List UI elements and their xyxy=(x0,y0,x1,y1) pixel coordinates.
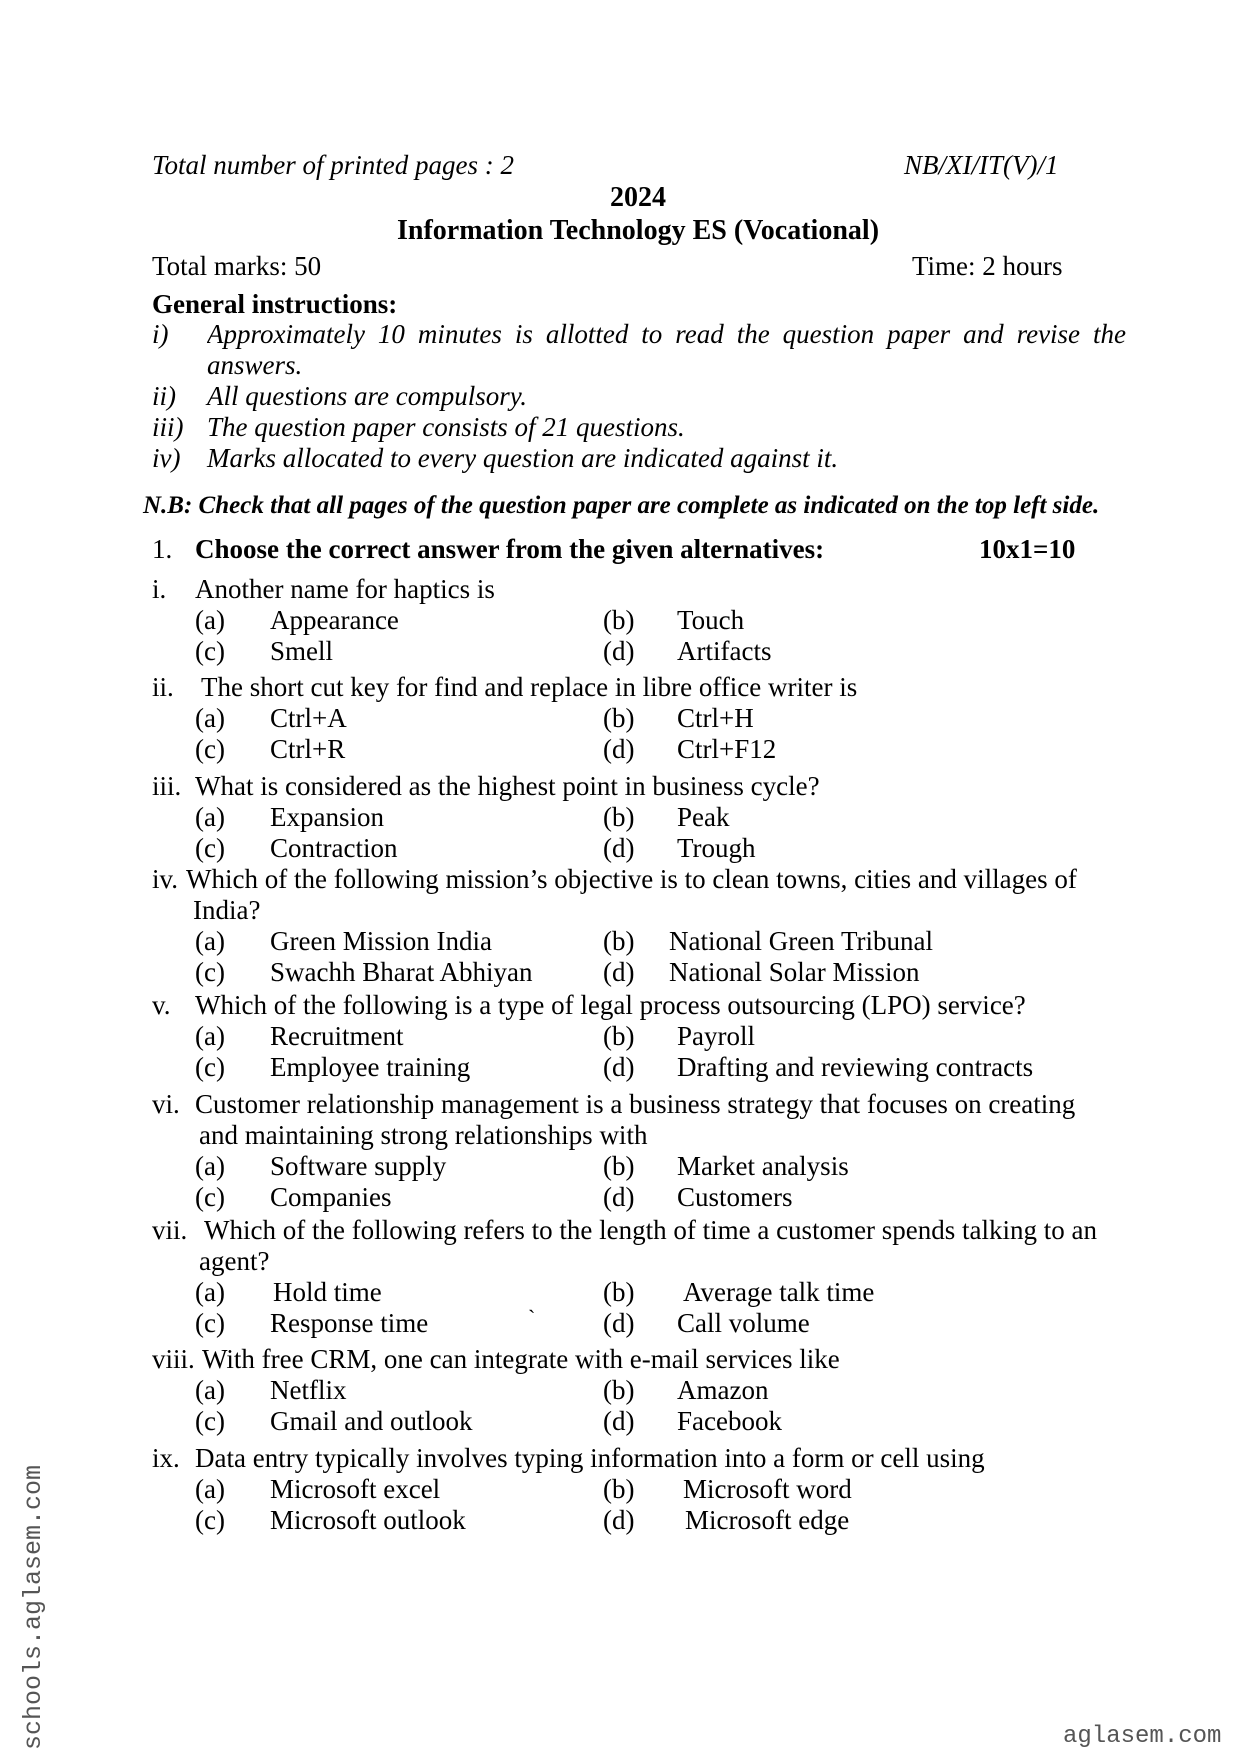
option-a-label: (a) xyxy=(195,1021,225,1051)
option-d-label: (d) xyxy=(603,1505,635,1535)
option-row xyxy=(0,1406,1239,1437)
question-number: v. xyxy=(152,990,171,1020)
option-d-text: Artifacts xyxy=(677,636,772,666)
option-c-label: (c) xyxy=(195,1308,225,1338)
option-row xyxy=(0,734,1239,765)
instruction-text: Approximately 10 minutes is allotted to read the question paper and revise the xyxy=(207,319,1126,349)
option-row xyxy=(0,703,1239,734)
paper-title: Information Technology ES (Vocational) xyxy=(396,215,880,246)
option-c-label: (c) xyxy=(195,636,225,666)
instruction-number: ii) xyxy=(152,381,176,411)
option-d-text: Drafting and reviewing contracts xyxy=(677,1052,1034,1082)
option-a-label: (a) xyxy=(195,1277,225,1307)
option-d-text: National Solar Mission xyxy=(669,957,920,987)
option-a-text: Hold time xyxy=(273,1277,382,1307)
option-d-text: Customers xyxy=(677,1182,793,1212)
option-b-label: (b) xyxy=(603,703,635,733)
option-d-label: (d) xyxy=(603,1406,635,1436)
option-c-label: (c) xyxy=(195,1052,225,1082)
question-text: Data entry typically involves typing information into a form or cell using xyxy=(195,1443,985,1473)
option-a-text: Netflix xyxy=(270,1375,347,1405)
option-a-text: Microsoft excel xyxy=(270,1474,441,1504)
option-c-text: Swachh Bharat Abhiyan xyxy=(270,957,533,987)
question-v xyxy=(0,990,1239,1083)
question-stem xyxy=(0,1215,1239,1246)
side-watermark: schools.aglasem.com xyxy=(19,1465,48,1751)
option-b-text: Microsoft word xyxy=(683,1474,852,1504)
option-row xyxy=(0,636,1239,667)
question-stem-continued xyxy=(0,1246,1239,1277)
instruction-number: iv) xyxy=(152,443,181,473)
question-stem-continued xyxy=(0,895,1239,926)
question-number: iii. xyxy=(152,771,182,801)
section-title: Choose the correct answer from the given alternatives: xyxy=(195,534,825,564)
option-a-text: Recruitment xyxy=(270,1021,404,1051)
option-a-text: Expansion xyxy=(270,802,384,832)
question-ix xyxy=(0,1443,1239,1536)
option-row xyxy=(0,833,1239,864)
option-row xyxy=(0,926,1239,957)
question-number: vi. xyxy=(152,1089,180,1119)
instruction-text: All questions are compulsory. xyxy=(207,381,527,411)
option-d-text: Facebook xyxy=(677,1406,782,1436)
instructions-heading: General instructions: xyxy=(152,289,398,319)
question-number: ii. xyxy=(152,672,174,702)
question-stem xyxy=(0,672,1239,703)
instruction-item xyxy=(0,381,1239,412)
question-i xyxy=(0,574,1239,667)
option-a-label: (a) xyxy=(195,1474,225,1504)
option-b-text: National Green Tribunal xyxy=(669,926,933,956)
option-b-text: Ctrl+H xyxy=(677,703,754,733)
total-marks: Total marks: 50 xyxy=(152,251,322,281)
option-d-text: Call volume xyxy=(677,1308,810,1338)
question-number: viii. xyxy=(152,1344,195,1374)
option-c-label: (c) xyxy=(195,1182,225,1212)
option-row xyxy=(0,1474,1239,1505)
instruction-item-continued xyxy=(0,350,1239,381)
question-stem xyxy=(0,864,1239,895)
option-a-label: (a) xyxy=(195,703,225,733)
question-stem xyxy=(0,771,1239,802)
option-b-label: (b) xyxy=(603,802,635,832)
nb-note: N.B: Check that all pages of the question paper are complete as indicated on the top left side. xyxy=(143,492,1100,519)
instruction-item xyxy=(0,443,1239,474)
instruction-text: answers. xyxy=(207,350,303,380)
question-stem xyxy=(0,1443,1239,1474)
printed-pages-count: Total number of printed pages : 2 xyxy=(152,150,515,180)
option-c-text: Employee training xyxy=(270,1052,471,1082)
option-a-text: Green Mission India xyxy=(270,926,492,956)
option-a-label: (a) xyxy=(195,1151,225,1181)
option-c-text: Ctrl+R xyxy=(270,734,346,764)
option-row xyxy=(0,1151,1239,1182)
option-b-label: (b) xyxy=(603,1021,635,1051)
option-c-text: Companies xyxy=(270,1182,392,1212)
option-c-label: (c) xyxy=(195,734,225,764)
option-row xyxy=(0,1277,1239,1308)
option-a-text: Appearance xyxy=(270,605,399,635)
option-a-text: Ctrl+A xyxy=(270,703,347,733)
option-a-label: (a) xyxy=(195,1375,225,1405)
question-viii xyxy=(0,1344,1239,1437)
question-stem xyxy=(0,574,1239,605)
question-text: Which of the following refers to the length of time a customer spends talking to an xyxy=(204,1215,1098,1245)
paper-code: NB/XI/IT(V)/1 xyxy=(904,150,1059,180)
stray-mark: ` xyxy=(528,1305,536,1330)
option-c-label: (c) xyxy=(195,1406,225,1436)
question-text: Which of the following is a type of legal process outsourcing (LPO) service? xyxy=(195,990,1026,1020)
option-b-text: Amazon xyxy=(677,1375,769,1405)
option-d-text: Ctrl+F12 xyxy=(677,734,777,764)
option-d-label: (d) xyxy=(603,833,635,863)
question-stem-continued xyxy=(0,1120,1239,1151)
option-b-text: Market analysis xyxy=(677,1151,849,1181)
instruction-number: i) xyxy=(152,319,169,349)
question-text: The short cut key for find and replace in libre office writer is xyxy=(201,672,858,702)
option-a-label: (a) xyxy=(195,802,225,832)
option-a-text: Software supply xyxy=(270,1151,447,1181)
question-text: Another name for haptics is xyxy=(195,574,495,604)
instruction-item xyxy=(0,319,1239,350)
option-b-text: Touch xyxy=(677,605,745,635)
option-a-label: (a) xyxy=(195,926,225,956)
option-row xyxy=(0,1052,1239,1083)
section-marks: 10x1=10 xyxy=(979,534,1076,564)
option-c-text: Gmail and outlook xyxy=(270,1406,473,1436)
option-row xyxy=(0,1182,1239,1213)
option-c-label: (c) xyxy=(195,957,225,987)
option-a-label: (a) xyxy=(195,605,225,635)
option-c-label: (c) xyxy=(195,833,225,863)
instruction-text: Marks allocated to every question are indicated against it. xyxy=(207,443,839,473)
option-row xyxy=(0,957,1239,988)
option-d-text: Microsoft edge xyxy=(685,1505,850,1535)
question-text: What is considered as the highest point in business cycle? xyxy=(195,771,820,801)
option-d-label: (d) xyxy=(603,1182,635,1212)
option-b-text: Peak xyxy=(677,802,730,832)
question-number: iv. xyxy=(152,864,178,894)
option-b-label: (b) xyxy=(603,605,635,635)
question-text: India? xyxy=(193,895,261,925)
question-text: Which of the following mission’s objective is to clean towns, cities and villages of xyxy=(186,864,1077,894)
option-c-text: Microsoft outlook xyxy=(270,1505,466,1535)
question-text: Customer relationship management is a business strategy that focuses on creating xyxy=(195,1089,1076,1119)
instructions-list xyxy=(0,319,1239,474)
option-d-text: Trough xyxy=(677,833,756,863)
question-iii xyxy=(0,771,1239,864)
instruction-text: The question paper consists of 21 questions. xyxy=(207,412,685,442)
option-d-label: (d) xyxy=(603,734,635,764)
option-row xyxy=(0,1505,1239,1536)
question-vii xyxy=(0,1215,1239,1339)
section-heading-row xyxy=(0,534,1239,565)
question-stem xyxy=(0,1344,1239,1375)
question-text: With free CRM, one can integrate with e-mail services like xyxy=(202,1344,840,1374)
question-vi xyxy=(0,1089,1239,1213)
question-number: i. xyxy=(152,574,167,604)
option-b-label: (b) xyxy=(603,1474,635,1504)
option-d-label: (d) xyxy=(603,957,635,987)
option-row xyxy=(0,605,1239,636)
section-heading xyxy=(0,534,1239,565)
question-text: agent? xyxy=(199,1246,270,1276)
exam-year: 2024 xyxy=(610,182,666,213)
option-b-label: (b) xyxy=(603,926,635,956)
question-iv xyxy=(0,864,1239,988)
option-d-label: (d) xyxy=(603,1308,635,1338)
section-number: 1. xyxy=(152,534,173,564)
question-number: ix. xyxy=(152,1443,180,1473)
option-b-text: Average talk time xyxy=(683,1277,875,1307)
option-c-text: Response time xyxy=(270,1308,429,1338)
time-allowed: Time: 2 hours xyxy=(912,251,1063,281)
instruction-number: iii) xyxy=(152,412,184,442)
option-c-text: Smell xyxy=(270,636,334,666)
option-row xyxy=(0,1021,1239,1052)
option-b-label: (b) xyxy=(603,1375,635,1405)
instruction-item xyxy=(0,412,1239,443)
option-c-label: (c) xyxy=(195,1505,225,1535)
question-ii xyxy=(0,672,1239,765)
question-stem xyxy=(0,1089,1239,1120)
option-c-text: Contraction xyxy=(270,833,398,863)
option-row xyxy=(0,802,1239,833)
corner-watermark: aglasem.com xyxy=(1063,1723,1222,1750)
question-number: vii. xyxy=(152,1215,188,1245)
option-b-text: Payroll xyxy=(677,1021,755,1051)
question-stem xyxy=(0,990,1239,1021)
option-row xyxy=(0,1305,1239,1339)
question-text: and maintaining strong relationships with xyxy=(199,1120,648,1150)
option-b-label: (b) xyxy=(603,1151,635,1181)
option-d-label: (d) xyxy=(603,636,635,666)
option-d-label: (d) xyxy=(603,1052,635,1082)
option-row xyxy=(0,1375,1239,1406)
option-b-label: (b) xyxy=(603,1277,635,1307)
